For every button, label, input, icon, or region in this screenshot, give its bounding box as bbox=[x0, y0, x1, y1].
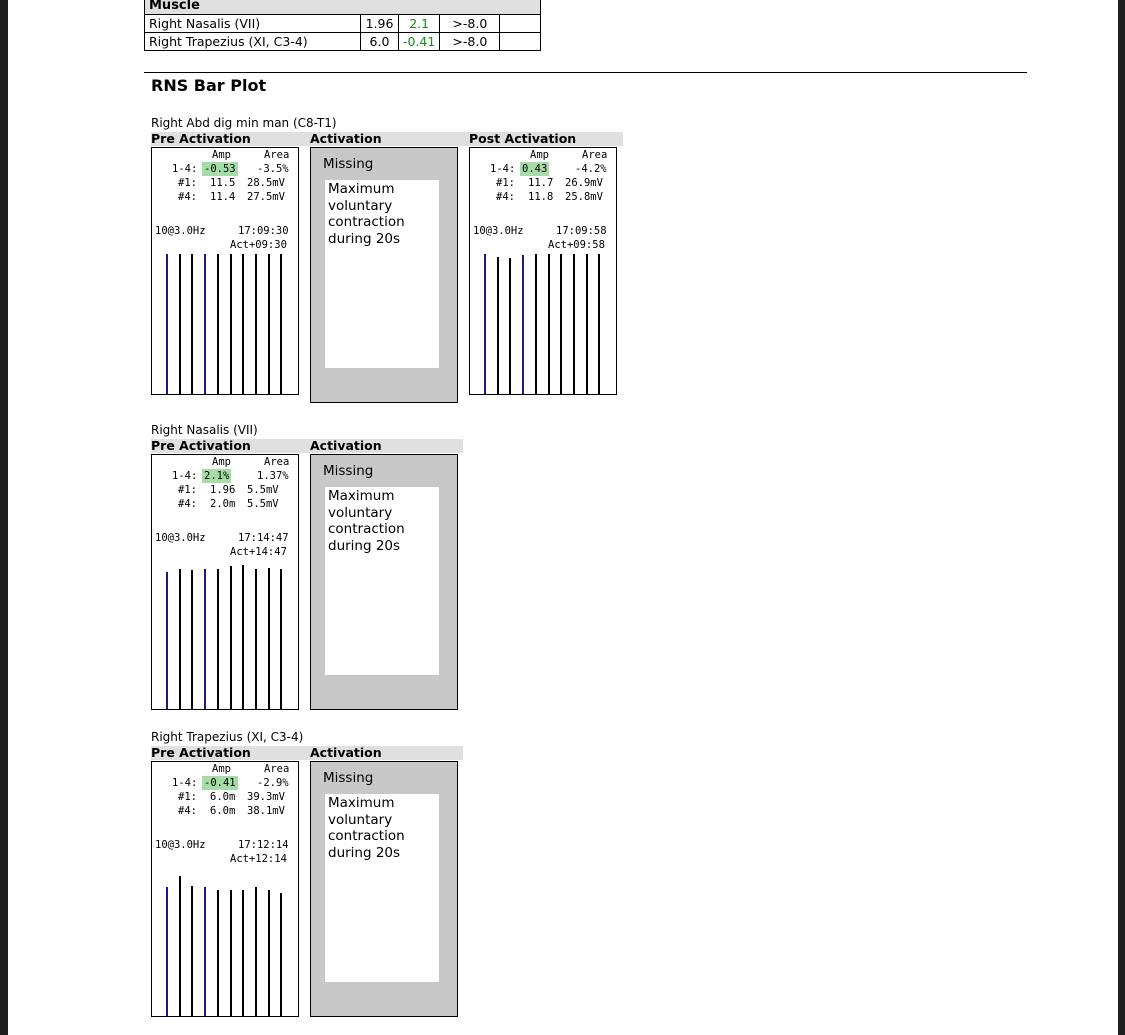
amp-1-4-value: -0.53 bbox=[204, 163, 236, 175]
area-header: Area bbox=[264, 149, 290, 161]
activation-heading: Activation bbox=[310, 131, 382, 146]
amp-header: Amp bbox=[212, 149, 231, 161]
rns-bar bbox=[217, 890, 219, 1016]
rns-bar bbox=[268, 254, 270, 394]
rns-bar bbox=[255, 254, 257, 394]
table-row bbox=[145, 15, 541, 33]
amp-1-4-value: 2.1% bbox=[204, 470, 230, 482]
area-4-value: 25.8mV bbox=[565, 191, 603, 203]
rns-bar bbox=[191, 254, 193, 394]
rns-bar bbox=[242, 890, 244, 1016]
table-cell-decrement: -0.41 bbox=[399, 33, 440, 51]
rns-bar bbox=[179, 254, 181, 394]
row-label-4: #4: bbox=[178, 498, 197, 510]
activation-heading: Activation bbox=[310, 745, 382, 760]
area-4-value: 27.5mV bbox=[247, 191, 285, 203]
activation-panel bbox=[310, 454, 458, 710]
rns-bar bbox=[166, 572, 168, 709]
amp-4-value: 2.0m bbox=[210, 498, 236, 510]
rns-bar bbox=[191, 886, 193, 1016]
row-label-1: #1: bbox=[178, 177, 197, 189]
rns-bar bbox=[268, 568, 270, 709]
stim-rate: 10@3.0Hz bbox=[155, 225, 206, 237]
area-header: Area bbox=[582, 149, 608, 161]
table-cell-empty bbox=[500, 15, 541, 33]
rns-bar bbox=[573, 254, 575, 394]
rns-bar bbox=[560, 254, 562, 394]
table-cell-muscle: Right Nasalis (VII) bbox=[145, 15, 361, 33]
area-1-value: 26.9mV bbox=[565, 177, 603, 189]
rns-bar bbox=[204, 254, 206, 394]
activation-panel bbox=[310, 147, 458, 403]
muscle-summary-table bbox=[144, 0, 541, 51]
phase-header-bar bbox=[151, 439, 463, 453]
rns-bar bbox=[268, 890, 270, 1016]
rns-bar bbox=[242, 254, 244, 394]
amp-4-value: 11.8 bbox=[528, 191, 554, 203]
rns-bar bbox=[204, 569, 206, 709]
table-cell-muscle: Right Trapezius (XI, C3-4) bbox=[145, 33, 361, 51]
amp-1-value: 11.7 bbox=[528, 177, 554, 189]
rns-bar bbox=[509, 258, 511, 394]
timestamp: 17:09:30 bbox=[238, 225, 289, 237]
rns-bar bbox=[230, 254, 232, 394]
rns-bar bbox=[191, 570, 193, 709]
pre-activation-heading: Pre Activation bbox=[151, 131, 251, 146]
amp-header: Amp bbox=[530, 149, 549, 161]
area-1-4-value: -4.2% bbox=[575, 163, 607, 175]
activation-missing-label: Missing bbox=[323, 770, 374, 786]
row-label-1: #1: bbox=[178, 791, 197, 803]
activation-note: Maximum voluntary contraction during 20s bbox=[325, 487, 439, 675]
muscle-label: Right Abd dig min man (C8-T1) bbox=[151, 116, 337, 130]
rns-bar bbox=[179, 876, 181, 1016]
amp-1-value: 6.0m bbox=[210, 791, 236, 803]
rns-bar bbox=[204, 887, 206, 1016]
rns-bar bbox=[230, 566, 232, 709]
area-1-value: 39.3mV bbox=[247, 791, 285, 803]
pre-activation-panel bbox=[151, 147, 299, 395]
table-cell-limit: >-8.0 bbox=[440, 33, 500, 51]
table-row bbox=[145, 33, 541, 51]
area-header: Area bbox=[264, 763, 290, 775]
timestamp: 17:14:47 bbox=[238, 532, 289, 544]
stim-rate: 10@3.0Hz bbox=[155, 839, 206, 851]
area-1-value: 28.5mV bbox=[247, 177, 285, 189]
area-4-value: 5.5mV bbox=[247, 498, 279, 510]
activation-time: Act+14:47 bbox=[230, 546, 287, 558]
area-1-4-value: 1.37% bbox=[257, 470, 289, 482]
pre-activation-heading: Pre Activation bbox=[151, 745, 251, 760]
activation-missing-label: Missing bbox=[323, 156, 374, 172]
post-activation-panel bbox=[469, 147, 617, 395]
phase-header-bar bbox=[151, 746, 463, 760]
rns-bar bbox=[255, 569, 257, 709]
area-1-4-value: -2.9% bbox=[257, 777, 289, 789]
row-label-4: #4: bbox=[178, 191, 197, 203]
rns-bar bbox=[217, 569, 219, 709]
activation-time: Act+09:58 bbox=[548, 239, 605, 251]
row-label-4: #4: bbox=[496, 191, 515, 203]
rns-bar bbox=[598, 254, 600, 394]
rns-bar bbox=[586, 254, 588, 394]
row-label-4: #4: bbox=[178, 805, 197, 817]
section-title: RNS Bar Plot bbox=[151, 76, 267, 95]
row-label-1-4: 1-4: bbox=[172, 163, 198, 175]
rns-bar bbox=[166, 887, 168, 1016]
rns-bar bbox=[280, 893, 282, 1016]
row-label-1-4: 1-4: bbox=[172, 777, 198, 789]
row-label-1: #1: bbox=[496, 177, 515, 189]
area-header: Area bbox=[264, 456, 290, 468]
rns-bar bbox=[179, 569, 181, 709]
rns-bar bbox=[166, 254, 168, 394]
section-divider bbox=[144, 72, 1027, 73]
rns-bar bbox=[535, 254, 537, 394]
amp-1-value: 1.96 bbox=[210, 484, 236, 496]
amp-header: Amp bbox=[212, 763, 231, 775]
stim-rate: 10@3.0Hz bbox=[155, 532, 206, 544]
table-header-muscle: Muscle bbox=[145, 0, 541, 15]
report-page bbox=[8, 0, 1118, 1035]
amp-4-value: 11.4 bbox=[210, 191, 236, 203]
activation-panel bbox=[310, 761, 458, 1017]
rns-bar bbox=[484, 254, 486, 394]
area-1-value: 5.5mV bbox=[247, 484, 279, 496]
activation-time: Act+12:14 bbox=[230, 853, 287, 865]
rns-bar bbox=[280, 569, 282, 709]
amp-1-4-value: 0.43 bbox=[522, 163, 548, 175]
timestamp: 17:09:58 bbox=[556, 225, 607, 237]
activation-time: Act+09:30 bbox=[230, 239, 287, 251]
rns-bar bbox=[255, 887, 257, 1016]
table-cell-empty bbox=[500, 33, 541, 51]
phase-header-bar bbox=[151, 132, 623, 146]
stim-rate: 10@3.0Hz bbox=[473, 225, 524, 237]
muscle-label: Right Trapezius (XI, C3-4) bbox=[151, 730, 304, 744]
post-activation-heading: Post Activation bbox=[469, 131, 577, 146]
table-cell-value: 1.96 bbox=[361, 15, 399, 33]
pre-activation-panel bbox=[151, 454, 299, 710]
table-cell-decrement: 2.1 bbox=[399, 15, 440, 33]
rns-bar bbox=[242, 565, 244, 709]
table-header-row bbox=[145, 0, 541, 15]
row-label-1-4: 1-4: bbox=[172, 470, 198, 482]
activation-missing-label: Missing bbox=[323, 463, 374, 479]
rns-bar bbox=[230, 890, 232, 1016]
row-label-1-4: 1-4: bbox=[490, 163, 516, 175]
amp-1-4-value: -0.41 bbox=[204, 777, 236, 789]
amp-1-value: 11.5 bbox=[210, 177, 236, 189]
pre-activation-panel bbox=[151, 761, 299, 1017]
rns-bar bbox=[522, 255, 524, 394]
timestamp: 17:12:14 bbox=[238, 839, 289, 851]
rns-bar bbox=[548, 254, 550, 394]
table-cell-limit: >-8.0 bbox=[440, 15, 500, 33]
pre-activation-heading: Pre Activation bbox=[151, 438, 251, 453]
rns-bar bbox=[497, 257, 499, 394]
activation-note: Maximum voluntary contraction during 20s bbox=[325, 794, 439, 982]
table-cell-value: 6.0 bbox=[361, 33, 399, 51]
area-1-4-value: -3.5% bbox=[257, 163, 289, 175]
amp-header: Amp bbox=[212, 456, 231, 468]
amp-4-value: 6.0m bbox=[210, 805, 236, 817]
area-4-value: 38.1mV bbox=[247, 805, 285, 817]
row-label-1: #1: bbox=[178, 484, 197, 496]
muscle-label: Right Nasalis (VII) bbox=[151, 423, 258, 437]
activation-heading: Activation bbox=[310, 438, 382, 453]
activation-note: Maximum voluntary contraction during 20s bbox=[325, 180, 439, 368]
rns-bar bbox=[217, 254, 219, 394]
rns-bar bbox=[280, 254, 282, 394]
